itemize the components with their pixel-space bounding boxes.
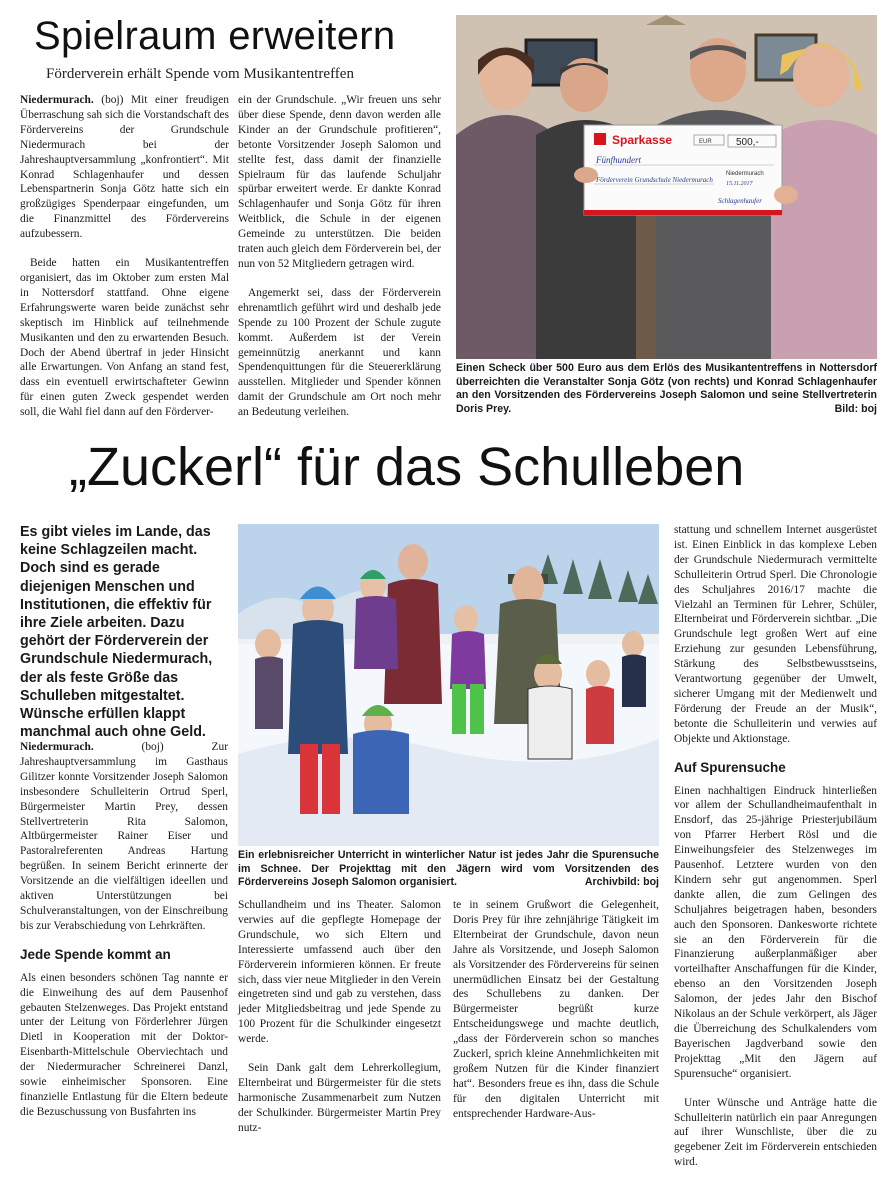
cheque-recipient: Förderverein Grundschule Niedermurach — [596, 176, 713, 184]
cheque — [584, 125, 782, 215]
article2-paragraph: Einen nachhaltigen Eindruck hinterließen vor allem der Schullandheimaufenthalt in Ensdorf, das 25-jährige Priesterjubiläum von Pfarrer Herbert Rösl und die Einweihungsfeier des Stelzenweges im Pausenhof. Letztere wurden von den Kindern sehr gut angenommen. Sperl dankte allen, die zum Gelingen des Schuljahres beigetragen haben, besonders auch den Sponsoren. Dankesworte richtete sie an den Förderverein für die Finanzierung außerplanmäßiger aber vorteilhafter Anschaffungen für die Kinder, ebenso an den Vorsitzenden Joseph Salomon, der jedes Jahr den Bischof Nikolaus an der Schule verkörpert, als Jäger die Überreichung des Schulkalenders vom Bayerischen Jagdverband sowie den Projekttag „Mit den Jägern auf Spurensuche“ organisiert. — [674, 784, 877, 1080]
article1-headline: Spielraum erweitern — [34, 14, 396, 58]
article2-paragraph: Sein Dank galt dem Lehrerkollegium, Elternbeirat und Bürgermeister für die stets harmonische Zusammenarbeit zum Nutzen der Schulkinder. Bürgermeister Martin Prey nutz- — [238, 1062, 441, 1134]
photo-caption-2 — [238, 849, 659, 890]
caption-text: Einen Scheck über 500 Euro aus dem Erlös des Musikantentreffens in Nottersdorf überreichten die Veranstalter Sonja Götz (von rechts) und Konrad Schlagenhaufer an den Vorsitzenden des Fördervereins Joseph Salomon und seine Stellvertreterin Doris Prey. — [456, 362, 877, 415]
cheque-date: 15.11.2017 — [726, 181, 753, 187]
caption-text: Ein erlebnisreicher Unterricht in winterlicher Natur ist jedes Jahr die Spurensuche im Schnee. Der Projekttag mit den Jägern wird vom Vorsitzenden des Fördervereins Joseph Salomon organisiert. — [238, 849, 659, 889]
cheque-bank-name: Sparkasse — [612, 133, 673, 147]
article2-column-3 — [453, 898, 659, 1136]
article2-paragraph: (boj) Zur Jahreshauptversammlung im Gasthaus Gilitzer konnte Vorsitzender Joseph Salomon insbesondere Schulleiterin Ortrud Sperl, Bürgermeister Martin Prey, dessen Stellvertreterin Rita Salomon, Altbürgermeister Rainer Eiser und Pastoralreferenten Andreas Hartung begrüßen. In seinem Bericht erinnerte der Vorsitzende an die vielfältigen ideellen und aktiven Unterstützungen bei Schulveranstaltungen, von der Einschreibung bis zur Verabschiedung von Lehrkräften. — [20, 741, 228, 932]
dateline: Niedermurach. — [20, 741, 94, 753]
article2-paragraph: stattung und schnellem Internet ausgerüstet ist. Einen Einblick in das komplexe Leben der Grundschule Niedermurach vermittelte Schulleiterin Ortrud Sperl. Die Chronologie des Schuljahres 2016/17 machte die Vielzahl an Terminen für Lehrer, Schüler, Elternbeirat und Förderverein sichtbar. „Die Grundschule legt großen Wert auf eine Erziehung zur gesunden Lebensführung, Stärkung des Selbstbewusstseins, Verantwortung gegenüber der Umwelt, sicherer Umgang mit der Medienwelt und Förderung der Freude an der Musik“, betonte die Schulleiterin und verwies auf Objekte und Aktionstage. — [674, 524, 877, 745]
article2-paragraph: Als einen besonders schönen Tag nannte er die Einweihung des auf dem Pausenhof gebauten Stelzenweges. Das Projekt entstand unter der Leitung von Förderlehrer Jürgen Dietl in Kooperation mit der Doktor-Eisenbarth-Mittelschule Oberviechtach und der Niedermuracher Schreinerei Danzl, sowie einheimischer Sponsoren. Eine finanzielle Entlastung für die Eltern bedeute die Bezuschussung von Busfahrten ins — [20, 971, 228, 1118]
article2-paragraph: Schullandheim und ins Theater. Salomon verwies auf die gepflegte Homepage der Grundschule, wo sich Eltern und Interessierte umfassend auch über den Förderverein informieren können. Er freute sich, dass vier neue Mitglieder in den Verein eingetreten sind und gab zu verstehen, dass jeder Mitgliedsbeitrag und jede Spende zu 100 Prozent für die Schulkinder eingesetzt werde. — [238, 899, 441, 1046]
cheque-currency: EUR — [699, 139, 712, 145]
article1-paragraph: ein der Grundschule. „Wir freuen uns sehr über diese Spende, denn davon werden alle Kinder an der Grundschule profitieren“, betonte Vorsitzender Joseph Salomon und stellte fest, dass damit der finanzielle Spielraum für das laufende Schuljahr spürbar erweitert werde. Er dankte Konrad Schlagenhaufer und Sonja Götz für ihren Weitblick, die Schule in der eigenen Gemeinde zu unterstützen. Die beiden traten auch gleich dem Förderverein bei, der nun von 52 Mitgliedern getragen wird. — [238, 94, 441, 270]
cheque-amount: 500,- — [736, 137, 759, 148]
cheque-payee: Fünfhundert — [596, 155, 641, 165]
article2-subhead: Auf Spurensuche — [674, 759, 786, 775]
article2-column-4 — [674, 523, 877, 1184]
dateline: Niedermurach. — [20, 94, 94, 106]
article2-subhead: Jede Spende kommt an — [20, 946, 171, 962]
article1-subheadline: Förderverein erhält Spende vom Musikantentreffen — [46, 66, 354, 82]
article2-paragraph: te in seinem Grußwort die Gelegenheit, Doris Prey für ihre zehnjährige Tätigkeit im Elternbeirat der Grundschule, davon neun Jahre als Vorsitzende, und Joseph Salomon als Vorsitzender des Fördervereins für seinen unermüdlichen Einsatz bei der Gestaltung des Schullebens zu danken. Der Bürgermeister begrüßt kurze Entscheidungswege und machte deutlich, „dass der Förderverein schon so manches Zuckerl, sprich kleine Annehmlichkeiten mit großem Nutzen für die Kinder finanziert hat“. Besonders freue es ihn, dass die Schule für den digitalen Unterricht mit entsprechender Hardware-Aus- — [453, 899, 659, 1120]
article2-column-2 — [238, 898, 441, 1150]
article1-paragraph: Beide hatten ein Musikantentreffen organisiert, das im Oktober zum ersten Mal in Nottersdorf stattfand. Ohne eigene Erfahrungswerte waren beide zunächst sehr skeptisch im Hinblick auf teilnehmende Musikanten und den zu erwartenden Besuch. Doch der Abend übertraf in jeder Hinsicht alle Erwartungen. Von Anfang an stand fest, dass ein eventuell erwirtschafteter Gewinn für einen guten Zweck gespendet werden soll, die Wahl fiel dann auf den Förderver- — [20, 257, 229, 419]
article1-paragraph: (boj) Mit einer freudigen Überraschung sah sich die Vorstandschaft des Fördervereins der Grundschule Niedermurach bei der Jahreshauptversammlung „konfrontiert“. Mit Konrad Schlagenhaufer und dessen Lebenspartnerin Sonja Götz hatte sich ein großzügiges Spenderpaar eingefunden, um die Finanzmittel des Fördervereins aufzubessern. — [20, 94, 229, 241]
photo-credit: Archivbild: boj — [584, 876, 659, 889]
photo-credit: Bild: boj — [834, 402, 877, 415]
photo-caption-1 — [456, 362, 877, 416]
snow-excursion-photo — [238, 524, 659, 846]
article2-lead: Es gibt vieles im Lande, das keine Schlagzeilen macht. Doch sind es gerade diejenigen Menschen und Institutionen, die effektiv für ihre Ziele arbeiten. Dazu gehört der Förderverein der Grundschule Niedermurach, der als feste Größe das Schulleben mitgestaltet. Wünsche erfüllen klappt manchmal auch ohne Geld. — [20, 524, 213, 741]
check-handover-photo — [456, 15, 877, 359]
article1-paragraph: Angemerkt sei, dass der Förderverein ehrenamtlich geführt wird und deshalb jede Spende zu 100 Prozent der Schule zugute kommt. Außerdem ist der Verein gemeinnützig anerkannt und kann Spendenquittungen für die Steuererklärung ausstellen. Mitglieder und Spender können damit der Grundschule am Ort noch mehr an Bedeutung verleihen. — [238, 286, 441, 419]
article2-column-1 — [20, 740, 228, 1134]
article1-column-1 — [20, 93, 229, 434]
cheque-signature: Schlagenhaufer — [718, 197, 762, 205]
cheque-city: Niedermurach — [726, 171, 764, 177]
article2-paragraph: Unter Wünsche und Anträge hatte die Schulleiterin natürlich ein paar Anregungen auf ihrer Wunschliste, über die zu gegebener Zeit im Förderverein entschieden wird. — [674, 1096, 877, 1169]
article2-headline: „Zuckerl“ für das Schulleben — [69, 437, 745, 497]
article1-column-2 — [238, 93, 441, 434]
